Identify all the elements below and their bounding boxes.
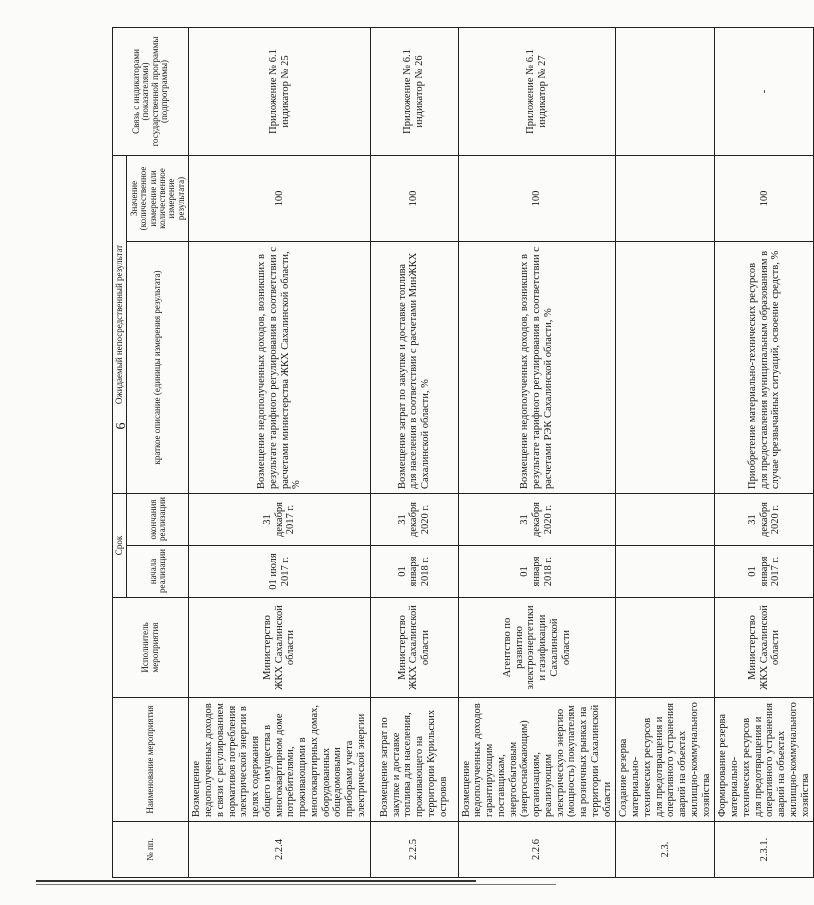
scan-edge-line	[36, 880, 476, 882]
header-term: Срок	[113, 493, 127, 597]
row-num: 2.3.	[616, 822, 715, 878]
row-end: 31 декабря 2020 г.	[458, 493, 616, 545]
row-value: 100	[715, 155, 814, 241]
row-executor: Агентство по развитию электроэнергетики и газификации Сахалинской области	[458, 598, 616, 698]
row-start: 01 января 2017 г.	[715, 546, 814, 598]
row-start: 01 января 2018 г.	[370, 546, 458, 598]
row-link	[616, 27, 715, 155]
row-num: 2.2.4	[189, 822, 370, 878]
scan-edge-line-thin	[36, 884, 556, 885]
header-link: Связь с индикаторами (показателями) государственной программы (подпрограммы)	[113, 27, 189, 155]
document-table-rotated	[112, 28, 811, 878]
row-desc: Приобретение материально-технических ресурсов для предоставления муниципальным образованиям в случае чрезвычайных ситуаций, освоение средств, %	[715, 241, 814, 493]
row-start: 01 января 2018 г.	[458, 546, 616, 598]
table-row	[616, 27, 715, 877]
row-end: 31 декабря 2017 г.	[189, 493, 370, 545]
row-value	[616, 155, 715, 241]
row-name: Формирование резерва материально-технических ресурсов для предотвращения и оперативного устранения аварий на объектах жилищно-коммунального хозяйства	[715, 698, 814, 822]
header-value: Значение (количественное измерение или количественное измерение результата)	[127, 155, 189, 241]
table-row	[458, 27, 616, 877]
row-link: -	[715, 27, 814, 155]
header-num: № пп.	[113, 822, 189, 878]
row-num: 2.2.6	[458, 822, 616, 878]
table-row	[370, 27, 458, 877]
row-executor	[616, 598, 715, 698]
row-desc	[616, 241, 715, 493]
row-end: 31 декабря 2020 г.	[370, 493, 458, 545]
row-num: 2.2.5	[370, 822, 458, 878]
header-start: начала реализации	[127, 546, 189, 598]
row-desc: Возмещение недополученных доходов, возникших в результате тарифного регулирования в соответствии с расчетами РЭК Сахалинской области, %	[458, 241, 616, 493]
table-row	[189, 27, 370, 877]
row-start	[616, 546, 715, 598]
row-end: 31 декабря 2020 г.	[715, 493, 814, 545]
page-number: 6	[114, 422, 129, 430]
row-num: 2.3.1.	[715, 822, 814, 878]
header-desc: краткое описание (единицы измерения результата)	[127, 241, 189, 493]
header-end: окончания реализации	[127, 493, 189, 545]
row-link: Приложение № 6.1 индикатор № 27	[458, 27, 616, 155]
header-name: Наименование мероприятия	[113, 698, 189, 822]
header-result: Ожидаемый непосредственный результат	[113, 155, 127, 493]
row-desc: Возмещение затрат по закупке и доставке топлива для населения в соответствии с расчетами МинЖКХ Сахалинской области, %	[370, 241, 458, 493]
row-start: 01 июля 2017 г.	[189, 546, 370, 598]
row-value: 100	[458, 155, 616, 241]
row-desc: Возмещение недополученных доходов, возникших в результате тарифного регулирования в соответствии с расчетами министерства ЖКХ Сахалинской области, %	[189, 241, 370, 493]
row-executor: Министерство ЖКХ Сахалинской области	[715, 598, 814, 698]
row-name: Возмещение недополученных доходов в связи с регулированием нормативов потребления электрической энергии в целях содержания общего имущества в многоквартирном доме потребителями, проживающими в многоквартирных домах, оборудованных общедомовыми приборами учета электрической энергии	[189, 698, 370, 822]
row-name: Возмещение недополученных доходов гарантирующим поставщикам, энергосбытовым (энергоснабжающим) организациям, реализующим электрическую энергию (мощность) покупателям на розничных рынках на территории Сахалинской области	[458, 698, 616, 822]
row-executor: Министерство ЖКХ Сахалинской области	[189, 598, 370, 698]
program-table	[112, 27, 814, 878]
row-link: Приложение № 6.1 индикатор № 25	[189, 27, 370, 155]
row-name: Создание резерва материально-технических ресурсов для предотвращения и оперативного устранения аварий на объектах жилищно-коммунального хозяйства	[616, 698, 715, 822]
row-value: 100	[189, 155, 370, 241]
header-executor: Исполнитель мероприятия	[113, 598, 189, 698]
table-row	[715, 27, 814, 877]
row-link: Приложение № 6.1 индикатор № 26	[370, 27, 458, 155]
row-name: Возмещение затрат по закупке и доставке топлива для населения, проживающего на территории Курильских островов	[370, 698, 458, 822]
row-end	[616, 493, 715, 545]
row-executor: Министерство ЖКХ Сахалинской области	[370, 598, 458, 698]
row-value: 100	[370, 155, 458, 241]
